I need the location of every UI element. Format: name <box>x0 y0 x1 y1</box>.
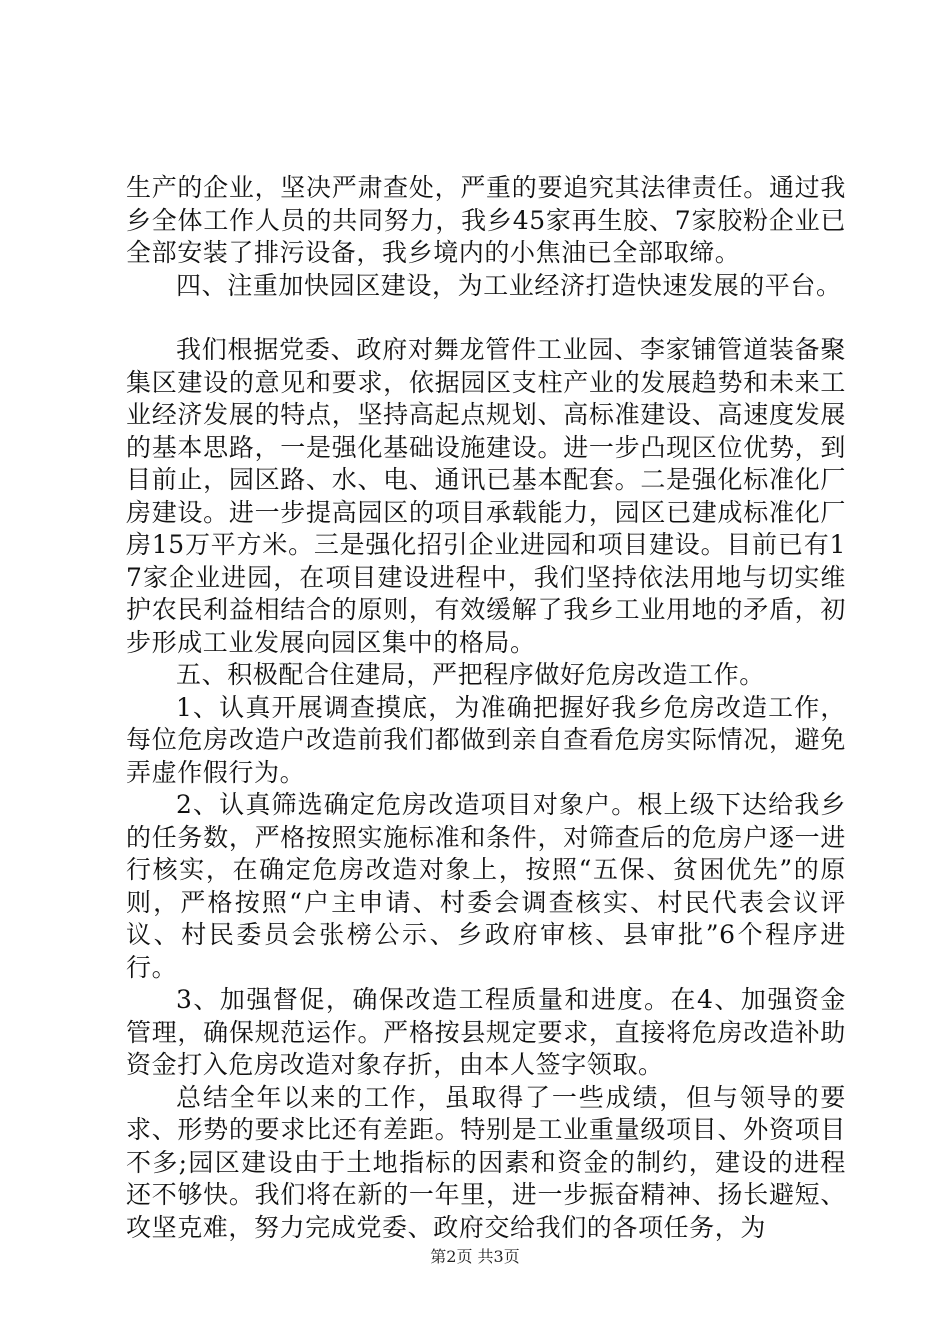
section-heading-four: 四、注重加快园区建设，为工业经济打造快速发展的平台。 <box>176 270 842 300</box>
paragraph-item-3: 3、加强督促，确保改造工程质量和进度。在4、加强资金管理，确保规范运作。严格按县规定要求，直接将危房改造补助资金打入危房改造对象存折，由本人签字领取。 <box>126 985 846 1079</box>
section-heading-five: 五、积极配合住建局，严把程序做好危房改造工作。 <box>176 660 765 689</box>
paragraph-gap <box>126 302 846 334</box>
paragraph-park-construction: 我们根据党委、政府对舞龙管件工业园、李家铺管道装备聚集区建设的意见和要求，依据园区支柱产业的发展趋势和未来工业经济发展的特点，坚持高起点规划、高标准建设、高速度发展的基本思路，一是强化基础设施建设。进一步凸现区位优势，到目前止，园区路、水、电、通讯已基本配套。二是强化标准化厂房建设。进一步提高园区的项目承载能力，园区已建成标准化厂房15万平方米。三是强化招引企业进园和项目建设。目前已有17家企业进园，在项目建设进程中，我们坚持依法用地与切实维护农民利益相结合的原则，有效缓解了我乡工业用地的矛盾，初步形成工业发展向园区集中的格局。 <box>126 335 846 657</box>
paragraph-continuation: 生产的企业，坚决严肃查处，严重的要追究其法律责任。通过我乡全体工作人员的共同努力，我乡45家再生胶、7家胶粉企业已全部安装了排污设备，我乡境内的小焦油已全部取缔。 <box>126 173 846 267</box>
paragraph-item-2: 2、认真筛选确定危房改造项目对象户。根上级下达给我乡的任务数，严格按照实施标准和条件，对筛查后的危房户逐一进行核实，在确定危房改造对象上，按照“五保、贫困优先”的原则，严格按照“户主申请、村委会调查核实、村民代表会议评议、村民委员会张榜公示、乡政府审核、县审批”6个程序进行。 <box>126 790 846 982</box>
paragraph-item-1: 1、认真开展调查摸底，为准确把握好我乡危房改造工作，每位危房改造户改造前我们都做到亲自查看危房实际情况，避免弄虚作假行为。 <box>126 692 846 787</box>
paragraph-summary: 总结全年以来的工作，虽取得了一些成绩，但与领导的要求、形势的要求比还有差距。特别是工业重量级项目、外资项目不多;园区建设由于土地指标的因素和资金的制约，建设的进程还不够快。我们将在新的一年里，进一步振奋精神、扬长避短、攻坚克难，努力完成党委、政府交给我们的各项任务，为 <box>126 1082 846 1242</box>
document-body <box>126 172 846 1244</box>
page-number-footer: 第2页 共3页 <box>430 1247 520 1266</box>
